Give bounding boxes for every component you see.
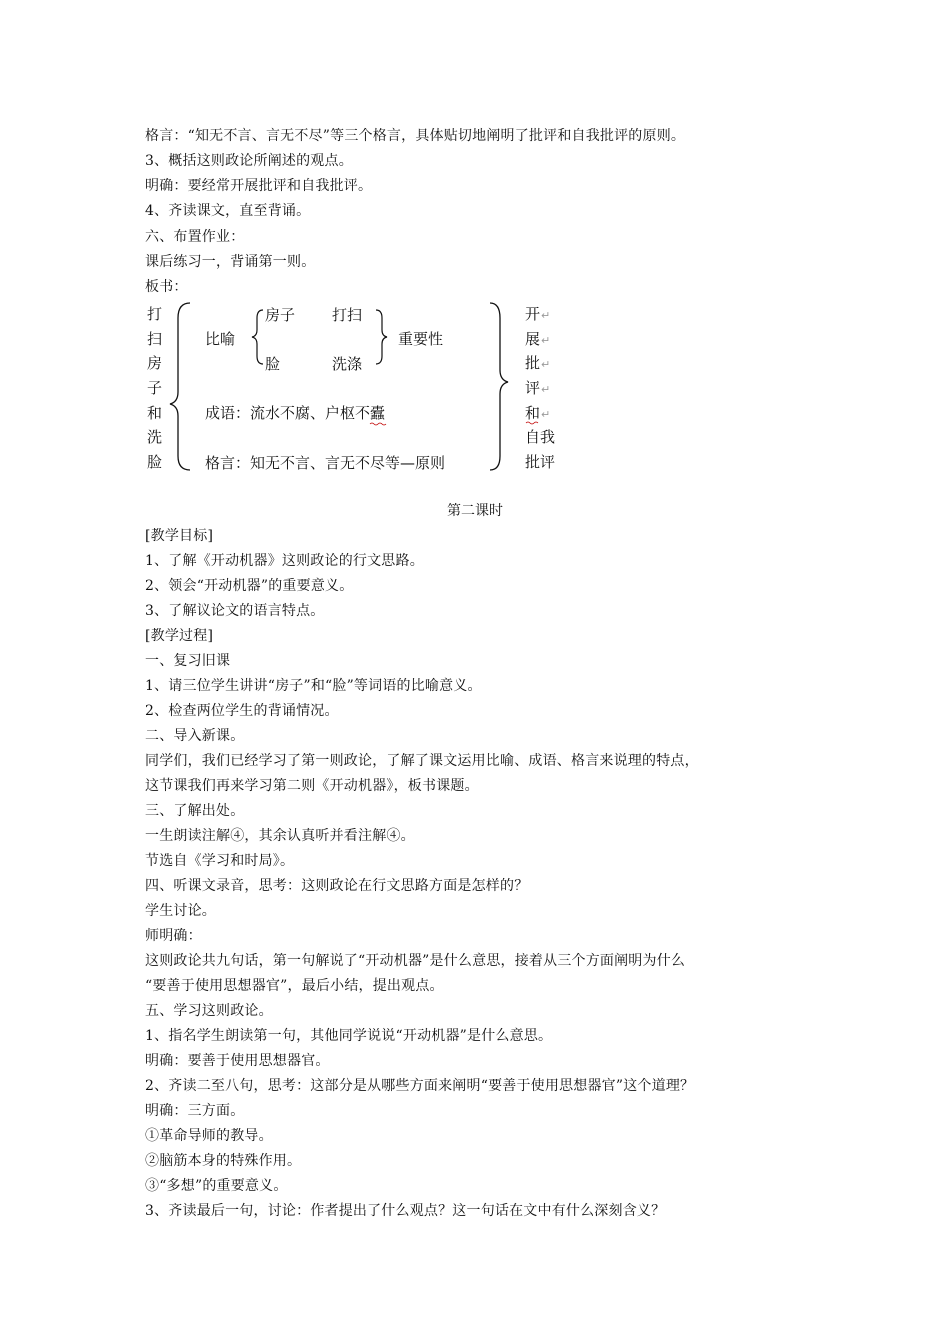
text-line: ③“多想”的重要意义。 — [145, 1178, 288, 1194]
text-line: 一、复习旧课 — [145, 653, 231, 669]
text-line: ①革命导师的教导。 — [145, 1128, 273, 1144]
board-idiom: 成语：流水不腐、户枢不蠹 — [205, 404, 386, 422]
board-char: 展↵ — [525, 329, 551, 348]
text-line: 学生讨论。 — [145, 903, 216, 919]
small-right-brace — [376, 310, 387, 364]
right-brace — [490, 303, 508, 470]
board-char: 开↵ — [525, 305, 551, 323]
board-maxim: 格言：知无不言、言无不尽等—原则 — [205, 454, 446, 472]
text-line: 明确：要经常开展批评和自我批评。 — [145, 178, 373, 194]
board-char: 房 — [147, 354, 163, 373]
text-line: 2、领会“开动机器”的重要意义。 — [145, 578, 354, 594]
board-char: 扫 — [147, 329, 163, 348]
text-line: 明确：三方面。 — [145, 1103, 245, 1119]
text-line: 节选自《学习和时局》。 — [145, 853, 295, 869]
text-line: 五、学习这则政论。 — [145, 1003, 273, 1019]
return-mark: ↵ — [541, 383, 551, 397]
board-char: 批评 — [525, 453, 556, 472]
text-line: 一生朗读注解④，其余认真听并看注解④。 — [145, 828, 415, 844]
board-char: 子 — [147, 379, 163, 398]
board-char: 打 — [147, 305, 163, 323]
text-line: 3、了解议论文的语言特点。 — [145, 603, 325, 619]
board-house: 房子 — [265, 306, 296, 324]
board-char: 和↵ — [525, 403, 551, 422]
text-line: 课后练习一，背诵第一则。 — [145, 254, 316, 270]
small-left-brace — [252, 310, 263, 364]
board-char: 和 — [147, 403, 163, 422]
text-line: 1、指名学生朗读第一句，其他同学说说“开动机器”是什么意思。 — [145, 1028, 553, 1044]
text-line: [教学目标] — [145, 528, 214, 544]
board-left-column — [147, 302, 162, 475]
text-line: 1、了解《开动机器》这则政论的行文思路。 — [145, 553, 424, 569]
metaphor-label: 比喻 — [205, 330, 236, 348]
text-line: 二、导入新课。 — [145, 728, 245, 744]
text-line: 同学们，我们已经学习了第一则政论，了解了课文运用比喻、成语、格言来说理的特点， — [145, 753, 699, 769]
text-line: 三、了解出处。 — [145, 803, 245, 819]
text-line: 2、检查两位学生的背诵情况。 — [145, 703, 339, 719]
board-char: 自我 — [525, 428, 556, 447]
text-line: 板书： — [145, 279, 188, 295]
text-line: 六、布置作业： — [145, 229, 245, 245]
text-line: 3、齐读最后一句，讨论：作者提出了什么观点？这一句话在文中有什么深刻含义？ — [145, 1203, 666, 1219]
text-line: 3、概括这则政论所阐述的观点。 — [145, 153, 353, 169]
board-sweep: 打扫 — [332, 306, 363, 324]
text-line: 明确：要善于使用思想器官。 — [145, 1053, 330, 1069]
board-right-column — [525, 302, 555, 475]
board-char: 评↵ — [525, 379, 551, 398]
board-importance: 重要性 — [398, 330, 444, 348]
board-char: 洗 — [147, 428, 163, 447]
text-line: [教学过程] — [145, 628, 214, 644]
return-mark: ↵ — [541, 358, 551, 372]
board-char: 批↵ — [525, 354, 551, 373]
text-line: 4、齐读课文，直至背诵。 — [145, 203, 311, 219]
text-line: 这节课我们再来学习第二则《开动机器》，板书课题。 — [145, 778, 479, 794]
board-wash: 洗涤 — [332, 355, 363, 373]
return-mark: ↵ — [541, 333, 551, 347]
board-char: 脸 — [147, 453, 163, 472]
text-line: 2、齐读二至八句，思考：这部分是从哪些方面来阐明“要善于使用思想器官”这个道理？ — [145, 1078, 695, 1094]
text-line: 这则政论共九句话，第一句解说了“开动机器”是什么意思，接着从三个方面阐明为什么 — [145, 953, 686, 969]
board-face: 脸 — [265, 355, 281, 373]
lesson-title: 第二课时 — [447, 503, 503, 519]
spellcheck-underline — [370, 423, 386, 425]
return-mark: ↵ — [541, 309, 551, 322]
text-line: 格言：“知无不言、言无不尽”等三个格言，具体贴切地阐明了批评和自我批评的原则。 — [145, 128, 686, 144]
text-line: 四、听课文录音，思考：这则政论在行文思路方面是怎样的？ — [145, 878, 529, 894]
return-mark: ↵ — [541, 407, 551, 421]
text-line: 1、请三位学生讲讲“房子”和“脸”等词语的比喻意义。 — [145, 678, 482, 694]
text-line: ②脑筋本身的特殊作用。 — [145, 1153, 302, 1169]
left-brace — [170, 303, 190, 470]
text-line: “要善于使用思想器官”，最后小结，提出观点。 — [145, 978, 444, 994]
text-line: 师明确： — [145, 928, 202, 944]
